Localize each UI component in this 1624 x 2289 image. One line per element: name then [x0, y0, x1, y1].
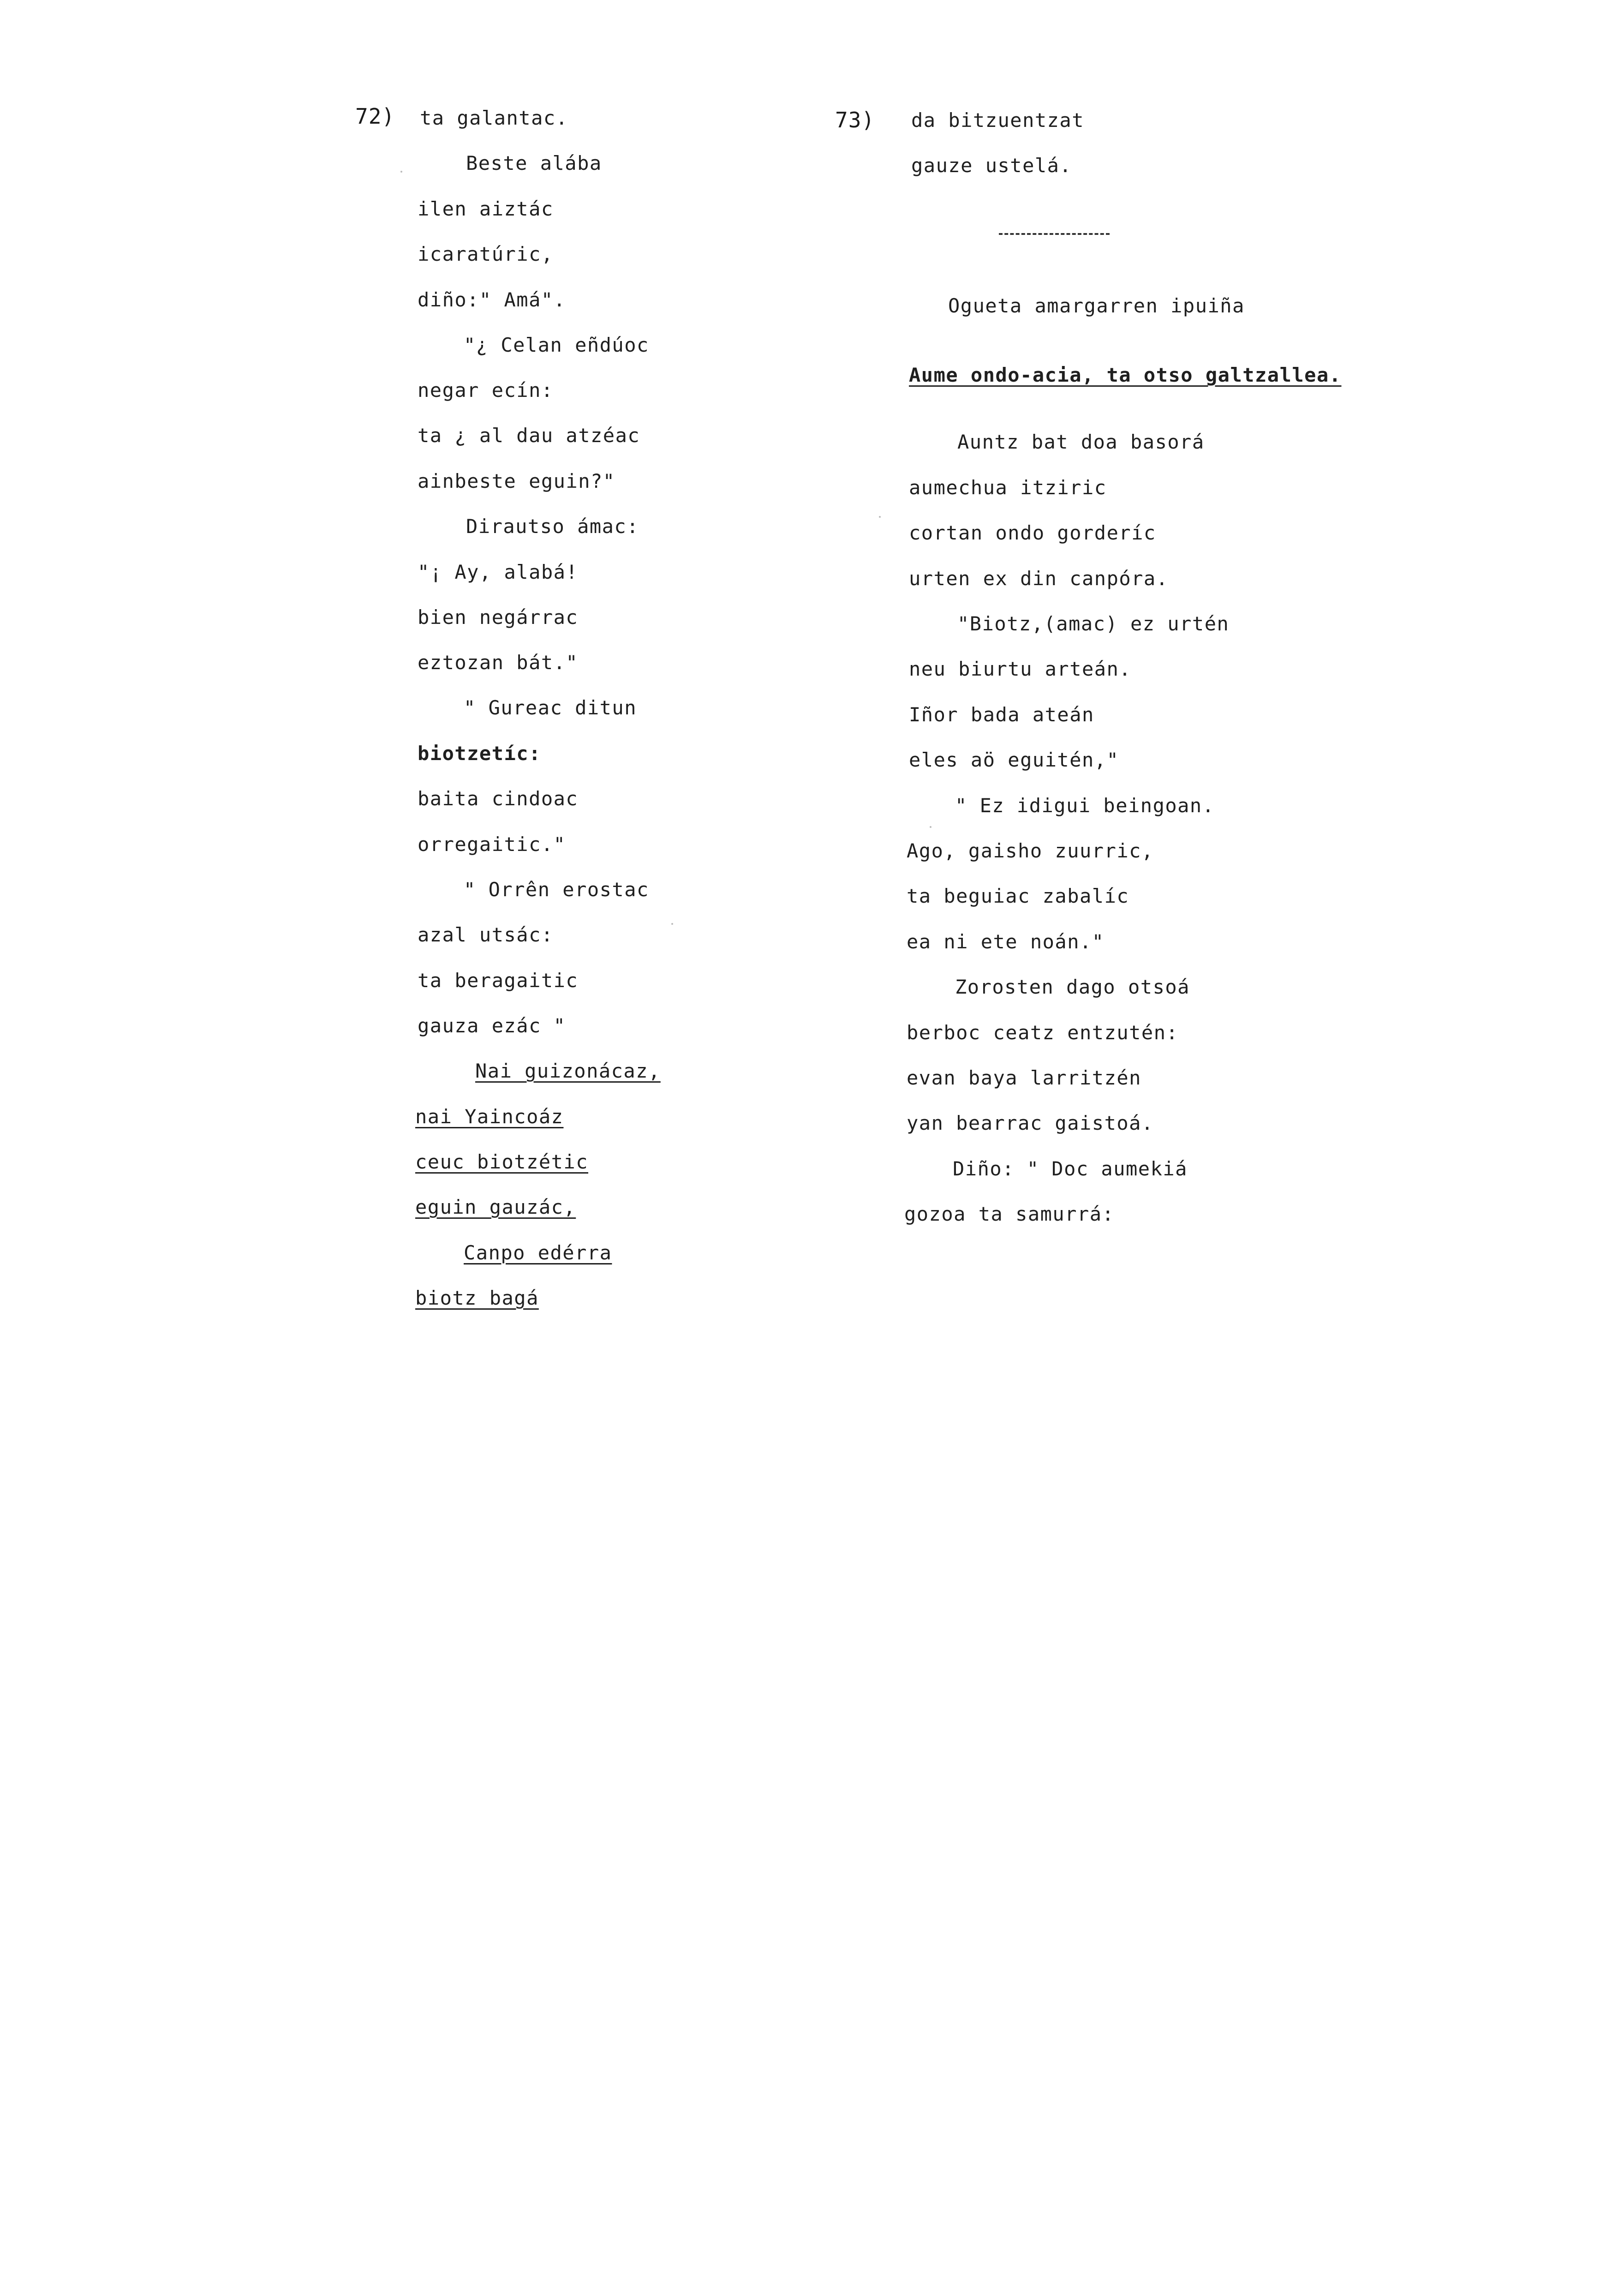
poem-line: Iñor bada ateán: [909, 703, 1094, 726]
poem-line: icaratúric,: [418, 243, 554, 265]
poem-line: ta beguiac zabalíc: [907, 885, 1129, 907]
poem-line: Auntz bat doa basorá: [957, 431, 1205, 453]
poem-line-underlined: eguin gauzác,: [415, 1196, 576, 1218]
poem-line-underlined: Nai guizonácaz,: [475, 1060, 661, 1082]
poem-line: baita cindoac: [418, 787, 579, 810]
poem-line: azal utsác:: [418, 923, 554, 946]
poem-line: gozoa ta samurrá:: [904, 1203, 1115, 1225]
poem-line: "¿ Celan eñdúoc: [464, 334, 649, 356]
poem-line: "¡ Ay, alabá!: [418, 561, 579, 583]
paper-speck: [879, 516, 881, 518]
story-title: Aume ondo-acia, ta otso galtzallea.: [909, 364, 1342, 386]
paper-speck: [930, 826, 931, 828]
poem-line: Diño: " Doc aumekiá: [953, 1157, 1188, 1180]
poem-line-underlined: biotz bagá: [415, 1287, 539, 1309]
poem-line: ilen aiztác: [418, 198, 554, 220]
poem-line: evan baya larritzén: [907, 1067, 1141, 1089]
poem-line-underlined: nai Yaincoáz: [415, 1105, 564, 1128]
poem-line: ta beragaitic: [418, 969, 579, 992]
paper-speck: [400, 171, 402, 173]
page-number-73: 73): [835, 108, 875, 132]
poem-line: " Orrên erostac: [464, 878, 649, 901]
poem-line: berboc ceatz entzutén:: [907, 1021, 1179, 1044]
story-heading: Ogueta amargarren ipuiña: [948, 294, 1245, 317]
poem-line: " Ez idigui beingoan.: [955, 794, 1215, 817]
poem-line: cortan ondo gorderíc: [909, 521, 1156, 544]
poem-line: gauza ezác ": [418, 1014, 566, 1037]
poem-line: Dirautso ámac:: [466, 515, 639, 538]
poem-line: Zorosten dago otsoá: [955, 976, 1190, 998]
poem-line: biotzetíc:: [418, 742, 541, 765]
poem-line: Beste alába: [466, 152, 602, 174]
poem-line: ta ¿ al dau atzéac: [418, 424, 640, 447]
poem-line: orregaitic.": [418, 833, 566, 856]
poem-line: bien negárrac: [418, 606, 579, 629]
section-divider: [999, 233, 1110, 235]
poem-line: gauze ustelá.: [911, 154, 1072, 177]
poem-line: neu biurtu arteán.: [909, 658, 1132, 680]
poem-line: eles aö eguitén,": [909, 749, 1119, 771]
poem-line: da bitzuentzat: [911, 109, 1085, 132]
poem-line: urten ex din canpóra.: [909, 567, 1169, 590]
poem-line: Ago, gaisho zuurric,: [907, 839, 1154, 862]
poem-line-underlined: Canpo edérra: [464, 1241, 612, 1264]
poem-line: aumechua itziric: [909, 476, 1107, 499]
poem-line-underlined: ceuc biotzétic: [415, 1150, 589, 1173]
poem-line: " Gureac ditun: [464, 696, 637, 719]
page-number-72: 72): [355, 104, 395, 129]
poem-line: negar ecín:: [418, 379, 554, 401]
poem-line: diño:" Amá".: [418, 288, 566, 311]
poem-line: ea ni ete noán.": [907, 930, 1105, 953]
paper-speck: [671, 923, 673, 925]
poem-line: eztozan bát.": [418, 651, 579, 674]
poem-line: "Biotz,(amac) ez urtén: [957, 612, 1230, 635]
poem-line: ainbeste eguin?": [418, 470, 615, 492]
poem-line: ta galantac.: [420, 107, 568, 129]
poem-line: yan bearrac gaistoá.: [907, 1112, 1154, 1134]
